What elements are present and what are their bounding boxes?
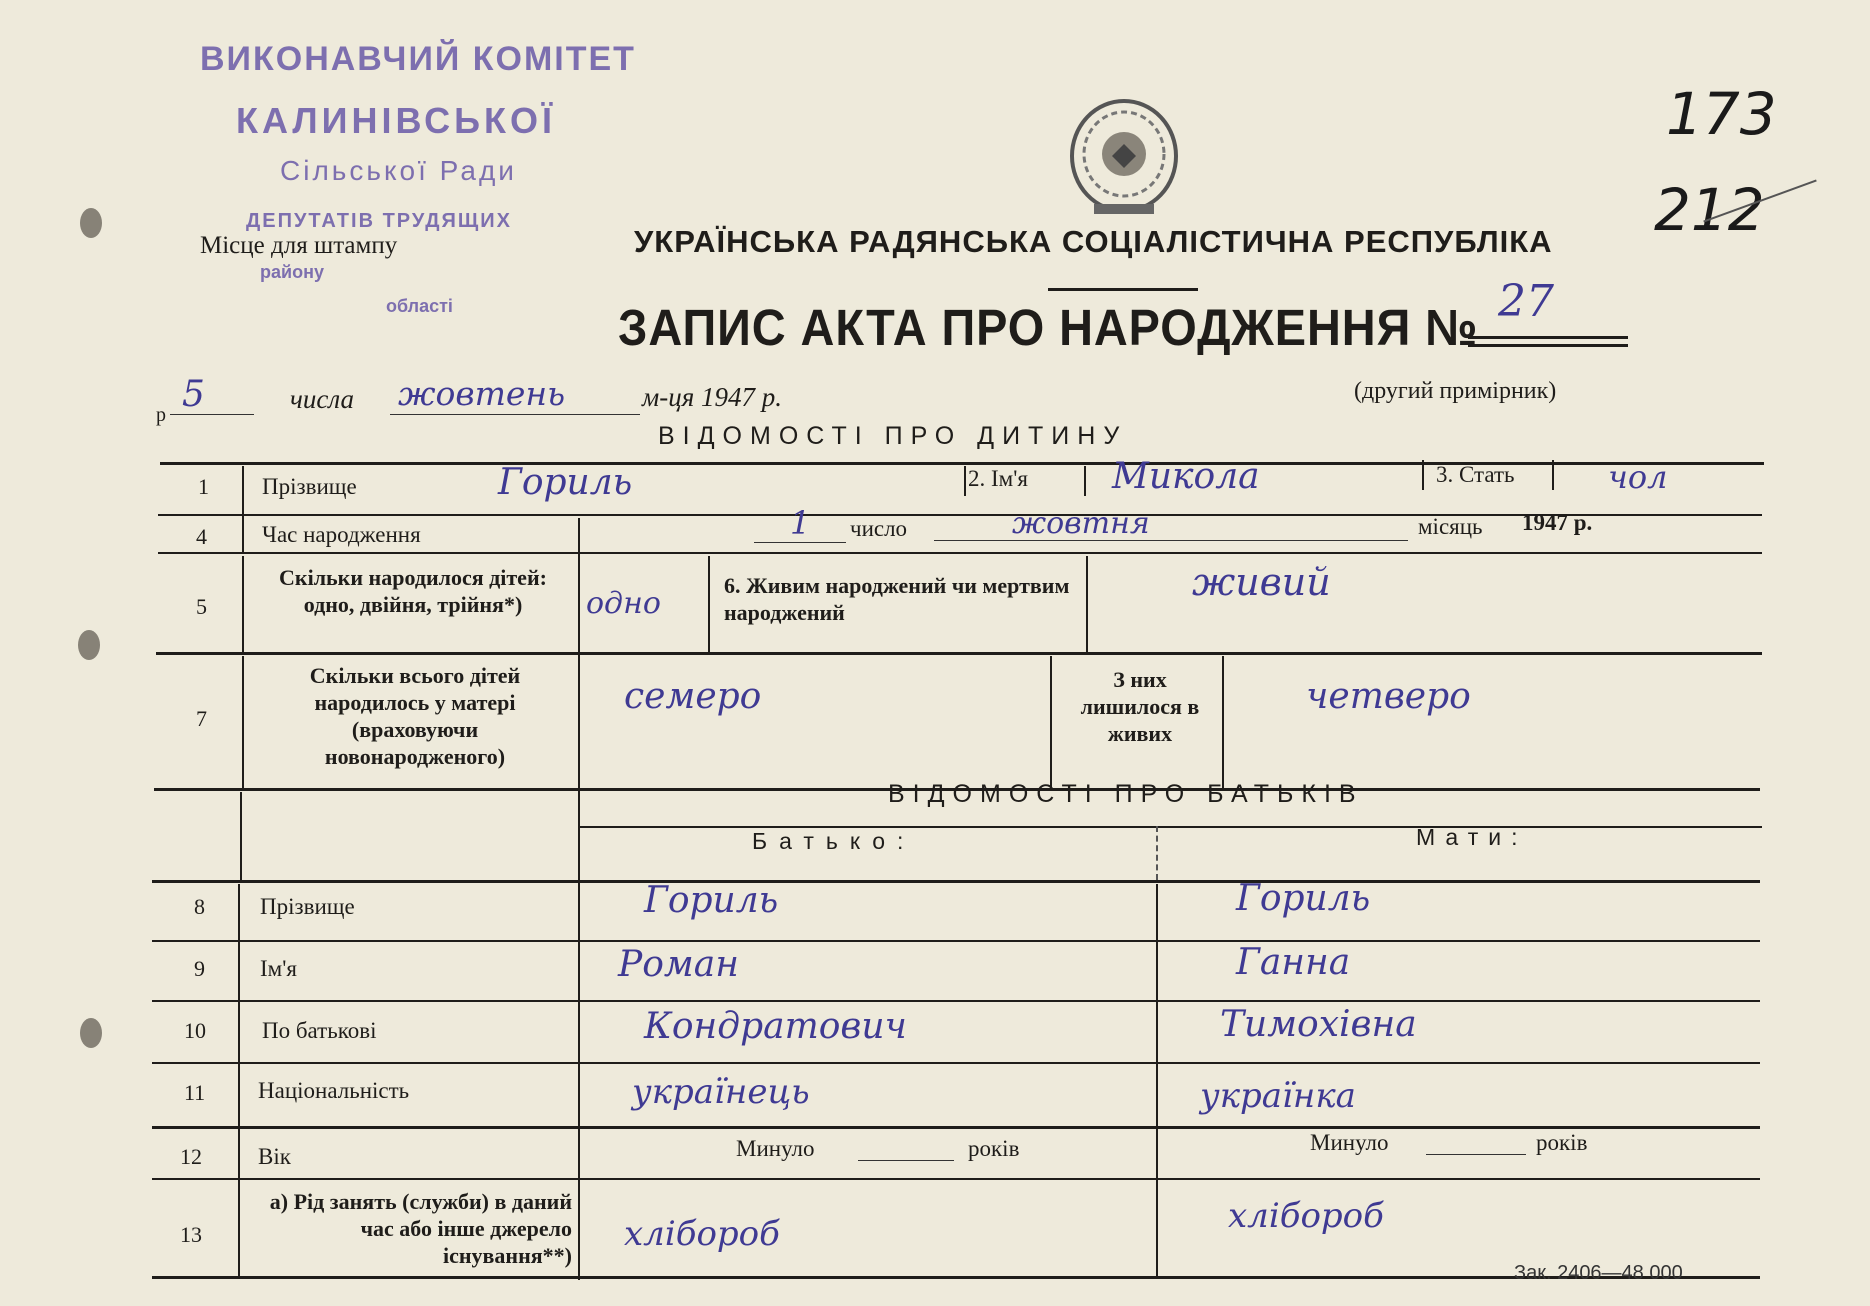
row-number: 7 [196,706,207,731]
stamp-line: КАЛИНІВСЬКОЇ [236,100,556,141]
row-number: 1 [198,474,209,499]
father-age-blank [858,1160,954,1161]
mother-occupation: хлібороб [1228,1196,1384,1236]
parent-name-label: Ім'я [260,956,297,981]
children-alive-label: З них лишилося в живих [1080,667,1200,746]
table-divider [242,518,244,554]
table-rule [152,1178,1760,1180]
table-divider [1422,460,1424,490]
row-number: 10 [184,1018,206,1043]
table-rule [152,940,1760,942]
child-surname-value: Гориль [498,462,633,503]
table-divider [1552,460,1554,490]
punch-hole [80,1018,102,1048]
birth-time-label: Час народження [262,522,421,547]
table-rule [156,652,1762,655]
table-divider [240,792,242,880]
stamp-line: області [386,296,453,316]
date-prefix: р [156,404,166,426]
child-sex-value: чол [1608,458,1668,496]
row-number: 4 [196,524,207,549]
child-surname-label: Прізвище [262,474,357,499]
table-divider [578,518,580,1280]
birth-day-underline [754,542,846,543]
mother-patronymic: Тимохівна [1220,1004,1417,1045]
table-rule [152,1062,1760,1064]
child-name-value: Микола [1112,456,1260,497]
row-number: 8 [194,894,205,919]
mother-name: Ганна [1236,942,1351,983]
table-rule [152,1126,1760,1129]
table-divider [242,656,244,790]
mother-surname: Гориль [1236,878,1371,919]
copy-note: (другий примірник) [1354,378,1557,404]
table-divider [708,556,710,654]
parent-surname-label: Прізвище [260,894,355,919]
children-total-value: семеро [624,676,762,717]
date-month-suffix: м-ця 1947 р. [642,382,783,412]
republic-title: УКРАЇНСЬКА РАДЯНСЬКА СОЦІАЛІСТИЧНА РЕСПУБЛІКА [634,224,1553,259]
birth-month-underline [934,540,1408,541]
birth-year: 1947 р. [1522,510,1593,535]
record-number-underline [1468,336,1628,339]
stamp-line: ДЕПУТАТІВ ТРУДЯЩИХ [246,210,513,232]
table-divider [238,884,240,1276]
stamp-line: ВИКОНАВЧИЙ КОМІТЕТ [200,40,636,78]
date-month-underline [390,414,640,415]
table-divider [1156,826,1158,880]
row-number: 5 [196,594,207,619]
father-occupation: хлібороб [624,1214,780,1254]
father-patronymic: Кондратович [644,1006,907,1047]
birth-day-value: 1 [790,504,811,542]
birth-month-label: місяць [1418,514,1483,539]
table-rule [152,880,1760,883]
date-day: 5 [182,374,205,415]
children-alive-value: четверо [1306,676,1471,717]
mother-column-label: Мати: [1416,824,1528,850]
child-name-label: 2. Ім'я [968,466,1028,491]
stamp-line: Сільської Ради [280,155,517,186]
record-number: 27 [1498,276,1554,327]
punch-hole [80,208,102,238]
corner-number: 212 [1654,176,1765,244]
parent-age-label: Вік [258,1144,291,1169]
table-divider [964,466,966,496]
children-born-label: Скільки народилося дітей: одно, двійня, трійня*) [279,565,547,617]
row-number: 11 [184,1080,206,1105]
birth-month-value: жовтня [1012,506,1150,541]
table-divider [1086,556,1088,654]
mother-nationality: українка [1200,1076,1356,1116]
father-age-prefix: Минуло [736,1136,815,1161]
row-number: 9 [194,956,205,981]
father-column-label: Батько: [752,828,916,854]
date-day-label: числа [290,384,354,414]
children-born-value: одно [586,586,661,621]
table-divider [1156,884,1158,1276]
child-section-title: ВІДОМОСТІ ПРО ДИТИНУ [658,422,1128,450]
table-rule [158,552,1762,554]
emblem-icon [1064,96,1184,218]
row-number: 13 [180,1222,202,1247]
stamp-line: району [260,262,324,282]
mother-age-prefix: Минуло [1310,1130,1389,1155]
mother-age-suffix: років [1536,1130,1588,1155]
table-divider [1084,466,1086,496]
occupation-label: а) Рід занять (служби) в даний час або інше джерело існування**) [269,1189,572,1268]
parent-nationality-label: Національність [258,1078,410,1103]
header-rule [1048,288,1198,291]
children-total-label: Скільки всього дітей народилось у матері (враховуючи новонародженого) [309,663,521,769]
table-divider [1222,656,1224,788]
table-divider [242,556,244,654]
table-divider [1050,656,1052,788]
document-title: ЗАПИС АКТА ПРО НАРОДЖЕННЯ № [618,299,1479,356]
row-number: 12 [180,1144,202,1169]
record-number-underline [1468,344,1628,347]
father-nationality: українець [632,1072,810,1112]
print-order-number: Зак. 2406—48 000 [1514,1262,1683,1284]
table-rule [160,462,1764,465]
parent-patronymic-label: По батькові [262,1018,377,1043]
table-divider [242,466,244,518]
father-surname: Гориль [644,880,779,921]
live-birth-label: 6. Живим народжений чи мертвим народжений [724,573,1070,625]
father-age-suffix: років [968,1136,1020,1161]
birth-day-label: число [850,516,908,541]
corner-number: 173 [1666,80,1777,148]
punch-hole [78,630,100,660]
live-birth-value: живий [1192,560,1331,604]
father-name: Роман [618,944,739,985]
child-sex-label: 3. Стать [1436,462,1515,487]
table-rule [152,1000,1760,1002]
date-day-underline [170,414,254,415]
date-month: жовтень [398,374,566,413]
stamp-place-label: Місце для штампу [200,232,398,259]
mother-age-blank [1426,1154,1526,1155]
parents-section-title: ВІДОМОСТІ ПРО БАТЬКІВ [888,780,1364,808]
